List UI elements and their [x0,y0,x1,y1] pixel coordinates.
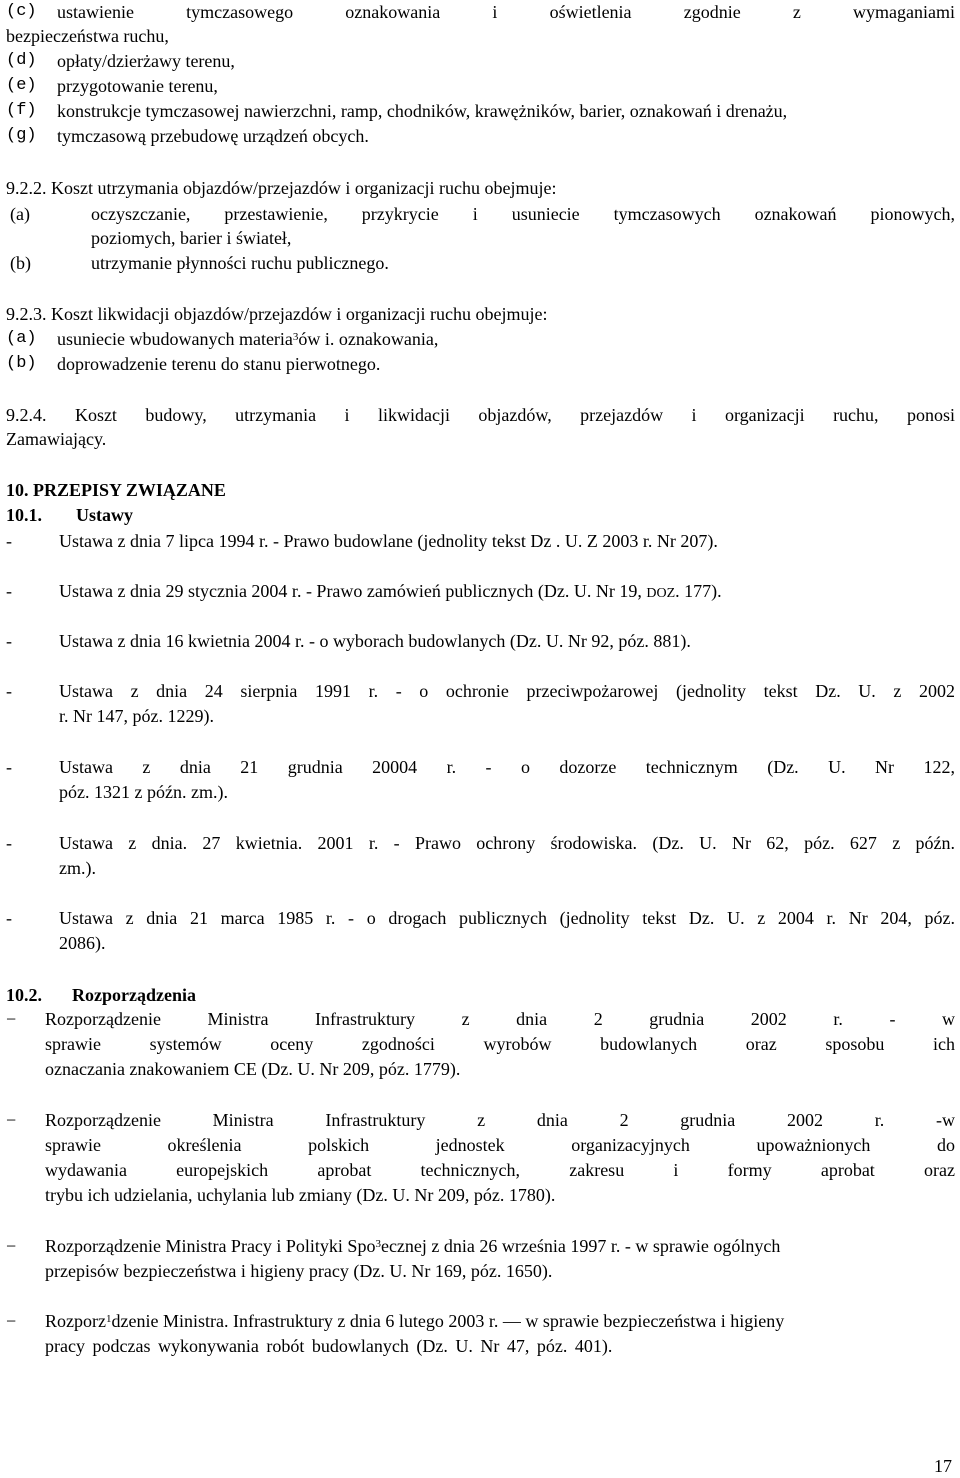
rozp-2-line2: sprawie określenia polskich jednostek organizacyjnych upoważnionych do [45,1135,955,1155]
ustawa-4-dash: - [6,681,12,701]
section-922-b-label: (b) [10,253,31,273]
ustawa-5-line2: póz. 1321 z późn. zm.). [59,782,228,802]
ustawa-1-dash: - [6,531,12,551]
list-item-f: konstrukcje tymczasowej nawierzchni, ramp, chodników, krawężników, barier, oznakowań i drenażu, [57,101,788,121]
rozp-2-dash: − [6,1110,17,1130]
rozp-3-dash: − [6,1236,17,1256]
section-923-b-label: (b) [6,354,37,373]
ustawa-4-line1: Ustawa z dnia 24 sierpnia 1991 r. - o ochronie przeciwpożarowej (jednolity tekst Dz. U. z 2002 [59,681,955,701]
ustawa-5-line1: Ustawa z dnia 21 grudnia 20004 r. - o dozorze technicznym (Dz. U. Nr 122, [59,757,955,777]
section-922-a-line2: poziomych, barier i świateł, [91,228,292,248]
ustawa-2-line1: Ustawa z dnia 29 stycznia 2004 r. - Prawo zamówień publicznych (Dz. U. Nr 19, DOZ. 177). [59,581,722,601]
rozp-4-dash: − [6,1311,17,1331]
section-102-title: Rozporządzenia [72,985,196,1005]
section-101-title: Ustawy [76,505,133,525]
rozp-2-line3: wydawania europejskich aprobat technicznych, zakresu i formy aprobat oraz [45,1160,955,1180]
section-922-heading: 9.2.2. Koszt utrzymania objazdów/przejazdów i organizacji ruchu obejmuje: [6,178,557,198]
rozp-1-line1: Rozporządzenie Ministra Infrastruktury z dnia 2 grudnia 2002 r. - w [45,1009,955,1029]
rozp-3-line2: przepisów bezpieczeństwa i higieny pracy (Dz. U. Nr 169, póz. 1650). [45,1261,553,1281]
ustawa-1-line1: Ustawa z dnia 7 lipca 1994 r. - Prawo budowlane (jednolity tekst Dz . U. Z 2003 r. Nr 207). [59,531,718,551]
rozp-1-line3: oznaczania znakowaniem CE (Dz. U. Nr 209, póz. 1779). [45,1059,461,1079]
ustawa-6-dash: - [6,833,12,853]
section-101-number: 10.1. [6,505,42,525]
ustawa-4-line2: r. Nr 147, póz. 1229). [59,706,214,726]
section-922-a-line1: oczyszczanie, przestawienie, przykrycie i usuniecie tymczasowych oznakowań pionowych, [91,204,955,224]
list-item-d: opłaty/dzierżawy terenu, [57,51,235,71]
ustawa-6-line2: zm.). [59,858,96,878]
ustawa-7-line2: 2086). [59,933,106,953]
section-10-heading: 10. PRZEPISY ZWIĄZANE [6,480,226,500]
section-922-b-text: utrzymanie płynności ruchu publicznego. [91,253,389,273]
list-item-e: przygotowanie terenu, [57,76,218,96]
rozp-2-line1: Rozporządzenie Ministra Infrastruktury z dnia 2 grudnia 2002 r. -w [45,1110,955,1130]
section-924-line2: Zamawiający. [6,429,107,449]
list-label-e: (e) [6,76,37,95]
rozp-1-line2: sprawie systemów oceny zgodności wyrobów budowlanych oraz sposobu ich [45,1034,955,1054]
section-923-a-label: (a) [6,329,37,348]
ustawa-5-dash: - [6,757,12,777]
ustawa-6-line1: Ustawa z dnia. 27 kwietnia. 2001 r. - Prawo ochrony środowiska. (Dz. U. Nr 62, póz. 627 z późn. [59,833,955,853]
ustawa-7-line1: Ustawa z dnia 21 marca 1985 r. - o drogach publicznych (jednolity tekst Dz. U. z 2004 r. Nr 204, póz. [59,908,955,928]
list-item-c-line1: ustawienie tymczasowego oznakowania i oświetlenia zgodnie z wymaganiami [57,2,955,22]
ustawa-3-dash: - [6,631,12,651]
rozp-1-dash: − [6,1009,17,1029]
page-number: 17 [934,1456,952,1476]
section-922-a-label: (a) [10,204,30,224]
list-label-c: (c) [6,2,37,21]
rozp-2-line4: trybu ich udzielania, uchylania lub zmiany (Dz. U. Nr 209, póz. 1780). [45,1185,556,1205]
list-label-d: (d) [6,51,37,70]
rozp-4-line1: Rozporz$^1$dzenie Ministra. Infrastruktury z dnia 6 lutego 2003 r. — w sprawie bezpieczeństwa i higieny [45,1311,785,1331]
ustawa-7-dash: - [6,908,12,928]
section-923-heading: 9.2.3. Koszt likwidacji objazdów/przejazdów i organizacji ruchu obejmuje: [6,304,548,324]
section-924-line1: 9.2.4. Koszt budowy, utrzymania i likwidacji objazdów, przejazdów i organizacji ruchu, ponosi [6,405,955,425]
section-923-b-text: doprowadzenie terenu do stanu pierwotnego. [57,354,381,374]
list-item-c-line2: bezpieczeństwa ruchu, [6,26,169,46]
section-923-a-text: usuniecie wbudowanych materia$^3$ów i. oznakowania, [57,329,439,349]
section-102-number: 10.2. [6,985,42,1005]
list-item-g: tymczasową przebudowę urządzeń obcych. [57,126,369,146]
rozp-4-line2: pracy podczas wykonywania robót budowlanych (Dz. U. Nr 47, póz. 401). [45,1336,613,1356]
list-label-g: (g) [6,126,37,145]
list-label-f: (f) [6,101,37,120]
rozp-3-line1: Rozporządzenie Ministra Pracy i Polityki Spo$^3$ecznej z dnia 26 września 1997 r. - w sprawie ogólnych [45,1236,781,1256]
ustawa-2-dash: - [6,581,12,601]
ustawa-3-line1: Ustawa z dnia 16 kwietnia 2004 r. - o wyborach budowlanych (Dz. U. Nr 92, póz. 881). [59,631,691,651]
